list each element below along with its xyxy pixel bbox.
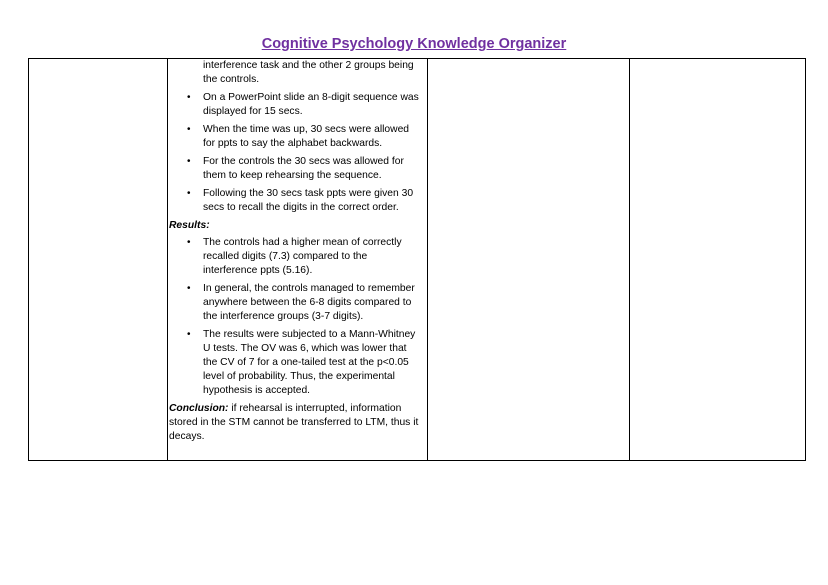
list-item-text: On a PowerPoint slide an 8-digit sequence was displayed for 15 secs. xyxy=(203,92,419,117)
bullet-icon: • xyxy=(187,188,191,199)
conclusion-paragraph xyxy=(168,402,427,444)
list-item-text: The controls had a higher mean of correctly recalled digits (7.3) compared to the interference ppts (5.16). xyxy=(203,237,402,276)
list-item xyxy=(168,91,427,119)
empty-cell-4 xyxy=(630,59,806,461)
bullet-icon: • xyxy=(187,92,191,103)
bullet-icon: • xyxy=(187,283,191,294)
list-item xyxy=(168,236,427,278)
results-list xyxy=(168,236,427,398)
list-item-text: The results were subjected to a Mann-Whitney U tests. The OV was 6, which was lower that the CV of 7 for a one-tailed test at the p<0.05 level of probability. Thus, the experimental hypothesis is accepted. xyxy=(203,329,416,396)
table-row xyxy=(29,59,806,461)
results-heading: Results: xyxy=(169,220,210,231)
bullet-icon: • xyxy=(187,237,191,248)
list-item-text: Following the 30 secs task ppts were given 30 secs to recall the digits in the correct order. xyxy=(203,188,414,213)
empty-cell-3 xyxy=(428,59,630,461)
list-item xyxy=(168,187,427,215)
empty-cell-1 xyxy=(29,59,168,461)
conclusion-label: Conclusion: xyxy=(169,403,229,414)
procedure-list xyxy=(168,91,427,215)
list-item-text: For the controls the 30 secs was allowed for them to keep rehearsing the sequence. xyxy=(203,156,404,181)
list-item xyxy=(168,282,427,324)
list-item-text: When the time was up, 30 secs were allowed for ppts to say the alphabet backwards. xyxy=(203,124,410,149)
list-item xyxy=(168,328,427,398)
procedure-continued-text: interference task and the other 2 groups being the controls. xyxy=(203,60,414,85)
list-item xyxy=(168,123,427,151)
list-item-text: In general, the controls managed to remember anywhere between the 6-8 digits compared to the interference groups (3-7 digits). xyxy=(203,283,415,322)
bullet-icon: • xyxy=(187,124,191,135)
bullet-icon: • xyxy=(187,156,191,167)
knowledge-organizer-table xyxy=(28,58,806,461)
document-title: Cognitive Psychology Knowledge Organizer xyxy=(261,36,567,52)
list-item xyxy=(168,155,427,183)
conclusion-text: if rehearsal is interrupted, information stored in the STM cannot be transferred to LTM, thus it decays. xyxy=(169,403,419,442)
bullet-icon: • xyxy=(187,329,191,340)
study-details-cell xyxy=(168,59,428,461)
